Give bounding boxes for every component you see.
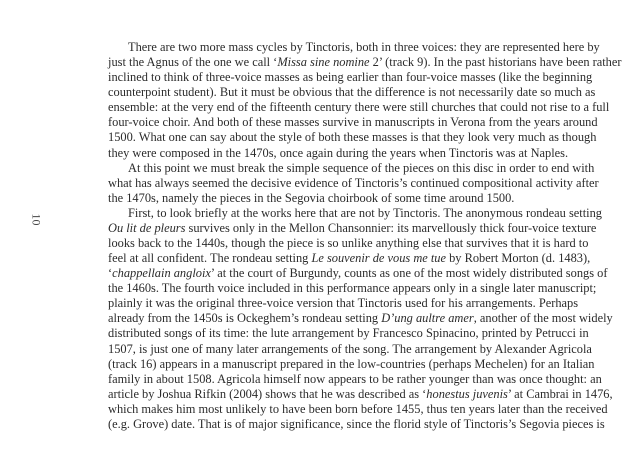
text-line: article by Joshua Rifkin (2004) shows that he was described as ‘honestus juvenis’ at Cambrai in 1476, xyxy=(108,386,613,401)
text-line: (e.g. Grove) date. That is of major significance, since the florid style of Tinctoris’s Segovia pieces is xyxy=(108,416,605,431)
text-line: already from the 1450s is Ockeghem’s rondeau setting D’ung aultre amer, another of the most widely xyxy=(108,311,613,326)
text-line: family in about 1508. Agricola himself now appears to be rather younger than was once thought: an xyxy=(108,371,602,386)
text-line: the 1470s, namely the pieces in the Segovia choirbook of some time around 1500. xyxy=(108,190,515,205)
text-line: inclined to think of three-voice masses as being earlier than four-voice masses (like the beginning xyxy=(108,70,593,85)
text-line: ensemble: at the very end of the fifteenth century there were still churches that could not rise to a full xyxy=(108,100,610,115)
text-line: feel at all confident. The rondeau setting Le souvenir de vous me tue by Robert Morton (d. 1483), xyxy=(108,251,591,266)
text-line: they were composed in the 1470s, once again during the years when Tinctoris was at Naples. xyxy=(108,145,569,160)
text-line: what has always seemed the decisive evidence of Tinctoris’s continued compositional activity after xyxy=(108,175,599,190)
text-line: ‘chappellain angloix’ at the court of Burgundy, counts as one of the most widely distributed songs of xyxy=(108,266,608,281)
paragraph xyxy=(108,160,599,206)
text-line: Ou lit de pleurs survives only in the Mellon Chansonnier: its marvellously thick four-voice texture xyxy=(108,220,597,235)
text-line: plainly it was the original three-voice version that Tinctoris used for his arrangements. Perhaps xyxy=(108,296,579,311)
paragraph xyxy=(108,205,613,432)
text-line: the 1460s. The fourth voice included in this performance appears only in a single later manuscript; xyxy=(108,281,597,296)
italic-title: Missa sine nomine xyxy=(277,55,370,70)
text-line: First, to look briefly at the works here that are not by Tinctoris. The anonymous rondeau setting xyxy=(128,205,602,220)
body-text xyxy=(108,40,622,432)
italic-title: Le souvenir de vous me tue xyxy=(311,251,446,266)
text-line: 1507, is just one of many later arrangements of the song. The arrangement by Alexander Agricola xyxy=(108,341,592,356)
text-line: At this point we must break the simple sequence of the pieces on this disc in order to end with xyxy=(128,160,595,175)
text-line: four-voice choir. And both of these masses survive in manuscripts in Verona from the years around xyxy=(108,115,598,130)
text-line: which makes him most unlikely to have been born before 1455, thus ten years later than the received xyxy=(108,401,608,416)
italic-title: honestus juvenis xyxy=(426,386,508,401)
page-number: 10 xyxy=(29,213,44,226)
italic-title: chappellain angloix xyxy=(112,266,211,281)
text-line: looks back to the 1440s, though the piece is so unlike anything else that survives that it is hard to xyxy=(108,236,589,251)
italic-title: D’ung aultre amer xyxy=(381,311,474,326)
text-line: counterpoint student). But it must be obvious that the difference is not necessarily date so much as xyxy=(108,85,596,100)
text-line: just the Agnus of the one we call ‘Missa sine nomine 2’ (track 9). In the past historians have been rather xyxy=(108,55,622,70)
text-line: (track 16) appears in a manuscript prepared in the low-countries (perhaps Mechelen) for an Italian xyxy=(108,356,595,371)
italic-title: Ou lit de pleurs xyxy=(108,220,186,235)
text-line: There are two more mass cycles by Tinctoris, both in three voices: they are represented here by xyxy=(128,40,600,54)
paragraph xyxy=(108,40,622,161)
text-line: distributed songs of its time: the lute arrangement by Francesco Spinacino, printed by Petrucci in xyxy=(108,326,589,341)
text-line: 1500. What one can say about the style of both these masses is that they look very much as though xyxy=(108,130,597,145)
